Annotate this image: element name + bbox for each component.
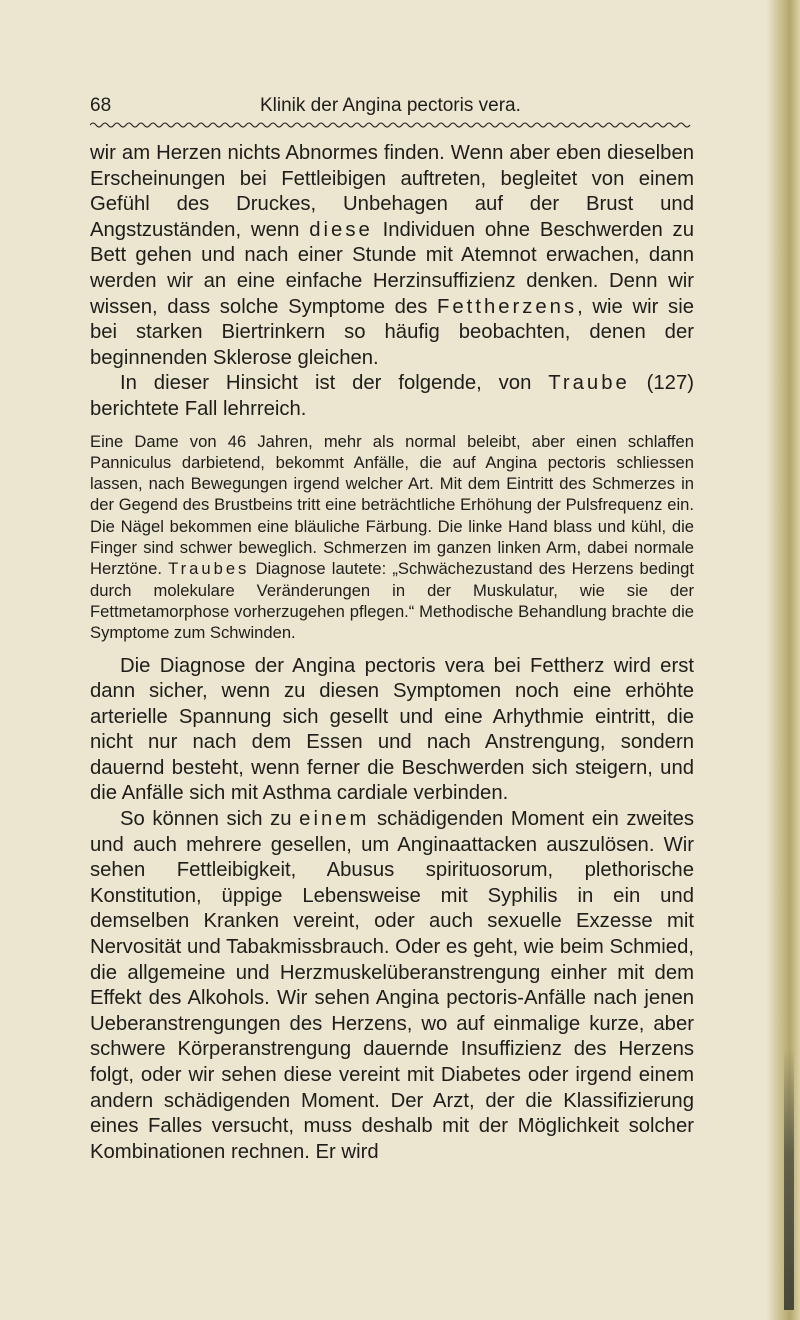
paragraph-3: Die Diagnose der Angina pectoris vera bei Fettherz wird erst dann sicher, wenn zu diesen Symptomen noch eine erhöhte arterielle Spannung sich gesellt und eine Arhythmie eintritt, die nicht nur nach dem Essen und nach Anstrengung, sondern dauernd besteht, wenn ferner die Beschwerden sich steigern, und die Anfälle sich mit Asthma cardiale verbinden. <box>90 654 694 805</box>
paragraph-1: wir am Herzen nichts Abnormes finden. Wenn aber eben dieselben Erscheinungen bei Fettleibigen auftreten, begleitet von einem Gefühl des Druckes, Unbehagen auf der Brust und Angstzuständen, wenn diese Individuen ohne Beschwerden zu Bett gehen und nach einer Stunde mit Atemnot erwachen, dann werden wir an eine einfache Herzinsuffizienz denken. Denn wir wissen, dass solche Symptome des Fettherzens, wie wir sie bei starken Biertrinkern so häufig beobachten, denen der beginnenden Sklerose gleichen. <box>90 142 694 369</box>
spaced-emphasis: Traube <box>548 372 630 395</box>
paragraph-4: So können sich zu einem schädigenden Moment ein zweites und auch mehrere gesellen, um Anginaattacken auszulösen. Wir sehen Fettleibigkeit, Abusus spirituosorum, plethorische Konstitution, üppige Lebensweise mit Syphilis in ein und demselben Kranken vereint, oder auch sexuelle Exzesse mit Nervosität und Tabakmissbrauch. Oder es geht, wie beim Schmied, die allgemeine und Herzmuskelüberanstrengung einher mit dem Effekt des Alkohols. Wir sehen Angina pectoris-Anfälle nach jenen Ueberanstrengungen des Herzens, wo auf einmalige kurze, aber schwere Körperanstrengung dauernde Insuffizienz des Herzens folgt, oder wir sehen diese vereint mit Diabetes oder irgend einem andern schädigenden Moment. Der Arzt, der die Klassifizierung eines Falles versucht, muss deshalb mit der Möglichkeit solcher Kombinationen rechnen. Er wird <box>90 808 695 1163</box>
page-number: 68 <box>90 95 112 116</box>
page-edge-shadow <box>784 1050 794 1310</box>
header-wavy-rule <box>90 121 694 129</box>
page-edge <box>766 0 800 1320</box>
body-text <box>90 141 694 1165</box>
spaced-emphasis: Fettherzens <box>437 295 578 318</box>
running-title: Klinik der Angina pectoris vera. <box>260 95 521 116</box>
case-report: Eine Dame von 46 Jahren, mehr als normal beleibt, aber einen schlaffen Panniculus darbietend, bekommt Anfälle, die auf Angina pectoris schliessen lassen, nach Bewegungen irgend welcher Art. Mit dem Eintritt des Schmerzes in der Gegend des Brustbeins tritt eine beträchtliche Erhöhung der Pulsfrequenz ein. Die Nägel bekommen eine bläuliche Färbung. Die linke Hand blass und kühl, die Finger sind schwer beweglich. Schmerzen im ganzen linken Arm, dabei normale Herztöne. Traubes Diagnose lautete: „Schwächezustand des Herzens bedingt durch molekulare Veränderungen in der Muskulatur, wie sie der Fettmetamorphose vorherzugehen pflegen.“ Methodische Behandlung brachte die Symptome zum Schwinden. <box>90 431 694 643</box>
spaced-emphasis: einem <box>299 808 370 831</box>
paragraph-2: In dieser Hinsicht ist der folgende, von Traube (127) berichtete Fall lehrreich. <box>90 372 694 420</box>
page-header <box>90 95 690 119</box>
spaced-emphasis: Traubes <box>168 559 250 579</box>
spaced-emphasis: diese <box>309 218 373 241</box>
